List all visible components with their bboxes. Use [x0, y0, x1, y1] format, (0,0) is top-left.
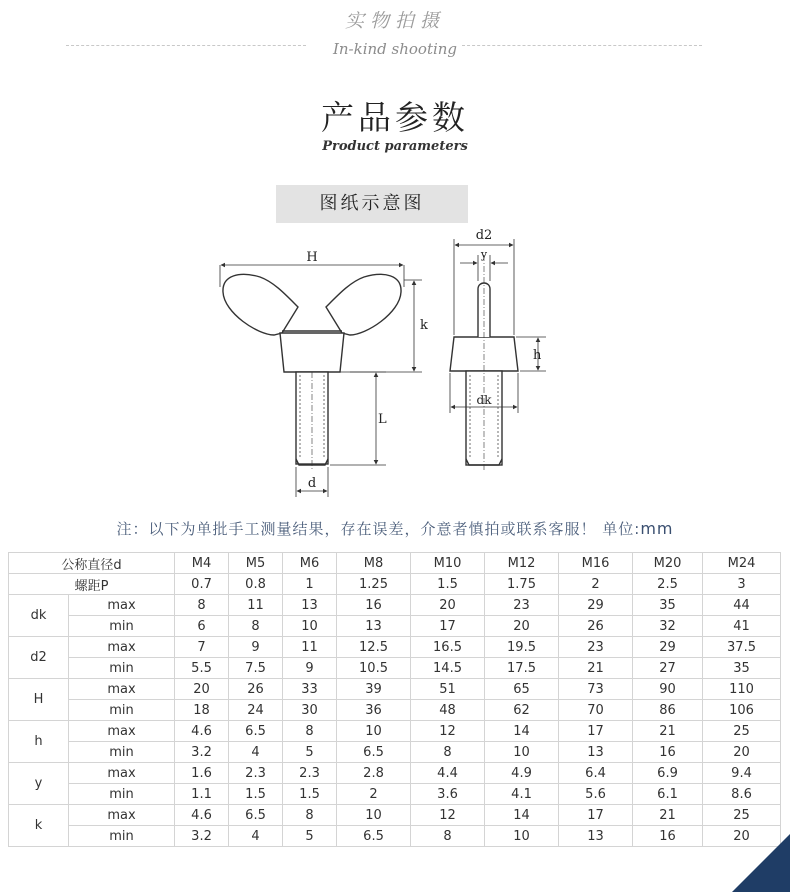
value-cell: 24 [229, 700, 283, 721]
table-row [9, 679, 781, 700]
value-cell: 73 [559, 679, 633, 700]
size-cell: M24 [703, 553, 781, 574]
pitch-cell: 2.5 [633, 574, 703, 595]
dim-label-h: h [533, 348, 542, 363]
table-row [9, 826, 781, 847]
value-cell: 8 [283, 805, 337, 826]
pitch-cell: 0.8 [229, 574, 283, 595]
value-cell: 5 [283, 826, 337, 847]
pitch-cell: 1.75 [485, 574, 559, 595]
value-cell: 4.6 [175, 721, 229, 742]
value-cell: 7.5 [229, 658, 283, 679]
pitch-cell: 1 [283, 574, 337, 595]
value-cell: 21 [633, 805, 703, 826]
value-cell: 8.6 [703, 784, 781, 805]
value-cell: 4 [229, 742, 283, 763]
value-cell: 12 [411, 721, 485, 742]
value-cell: 21 [559, 658, 633, 679]
parameter-table [8, 552, 781, 847]
dim-label-y: y [480, 248, 488, 261]
value-cell: 27 [633, 658, 703, 679]
table-row [9, 763, 781, 784]
min-label: min [69, 616, 175, 637]
dimension-name: dk [9, 595, 69, 637]
dimension-name: k [9, 805, 69, 847]
value-cell: 37.5 [703, 637, 781, 658]
value-cell: 2 [337, 784, 411, 805]
table-row [9, 721, 781, 742]
table-row [9, 805, 781, 826]
min-label: min [69, 742, 175, 763]
max-label: max [69, 595, 175, 616]
pitch-cell: 3 [703, 574, 781, 595]
value-cell: 11 [283, 637, 337, 658]
max-label: max [69, 805, 175, 826]
table-row [9, 742, 781, 763]
value-cell: 25 [703, 805, 781, 826]
value-cell: 20 [411, 595, 485, 616]
value-cell: 48 [411, 700, 485, 721]
value-cell: 106 [703, 700, 781, 721]
dim-label-L: L [378, 412, 387, 427]
value-cell: 4 [229, 826, 283, 847]
value-cell: 26 [559, 616, 633, 637]
value-cell: 6 [175, 616, 229, 637]
max-label: max [69, 763, 175, 784]
value-cell: 41 [703, 616, 781, 637]
value-cell: 6.5 [229, 721, 283, 742]
value-cell: 14 [485, 805, 559, 826]
table-row [9, 784, 781, 805]
value-cell: 10 [485, 826, 559, 847]
min-label: min [69, 700, 175, 721]
value-cell: 90 [633, 679, 703, 700]
value-cell: 17 [411, 616, 485, 637]
table-row [9, 595, 781, 616]
value-cell: 1.6 [175, 763, 229, 784]
dimension-name: h [9, 721, 69, 763]
value-cell: 35 [703, 658, 781, 679]
value-cell: 23 [485, 595, 559, 616]
side-view [450, 255, 518, 470]
value-cell: 36 [337, 700, 411, 721]
value-cell: 20 [485, 616, 559, 637]
table-row-pitch [9, 574, 781, 595]
dim-label-dk: dk [476, 393, 492, 407]
corner-decoration [732, 834, 790, 892]
value-cell: 44 [703, 595, 781, 616]
value-cell: 2.8 [337, 763, 411, 784]
pitch-cell: 1.5 [411, 574, 485, 595]
value-cell: 1.5 [283, 784, 337, 805]
value-cell: 10 [283, 616, 337, 637]
value-cell: 16 [633, 826, 703, 847]
value-cell: 86 [633, 700, 703, 721]
size-cell: M20 [633, 553, 703, 574]
value-cell: 8 [411, 742, 485, 763]
size-cell: M5 [229, 553, 283, 574]
value-cell: 1.1 [175, 784, 229, 805]
dimension-name: d2 [9, 637, 69, 679]
section-subtitle: Product parameters [322, 139, 468, 154]
value-cell: 8 [175, 595, 229, 616]
value-cell: 6.5 [337, 742, 411, 763]
value-cell: 10 [337, 721, 411, 742]
value-cell: 9 [283, 658, 337, 679]
value-cell: 20 [703, 826, 781, 847]
size-cell: M8 [337, 553, 411, 574]
value-cell: 4.1 [485, 784, 559, 805]
value-cell: 29 [633, 637, 703, 658]
value-cell: 17.5 [485, 658, 559, 679]
max-label: max [69, 679, 175, 700]
value-cell: 51 [411, 679, 485, 700]
size-cell: M10 [411, 553, 485, 574]
max-label: max [69, 637, 175, 658]
value-cell: 4.9 [485, 763, 559, 784]
value-cell: 13 [559, 742, 633, 763]
size-cell: M6 [283, 553, 337, 574]
value-cell: 14 [485, 721, 559, 742]
value-cell: 3.2 [175, 826, 229, 847]
dim-label-H: H [306, 250, 318, 265]
page-header [0, 0, 790, 70]
value-cell: 10 [337, 805, 411, 826]
dim-label-d2: d2 [475, 228, 493, 243]
value-cell: 8 [411, 826, 485, 847]
unit-label: mm [640, 519, 674, 538]
table-row [9, 700, 781, 721]
pitch-header: 螺距P [9, 574, 175, 595]
value-cell: 7 [175, 637, 229, 658]
size-cell: M16 [559, 553, 633, 574]
value-cell: 110 [703, 679, 781, 700]
min-label: min [69, 826, 175, 847]
value-cell: 17 [559, 805, 633, 826]
dim-label-k: k [420, 318, 428, 333]
value-cell: 16.5 [411, 637, 485, 658]
value-cell: 6.1 [633, 784, 703, 805]
value-cell: 20 [703, 742, 781, 763]
value-cell: 21 [633, 721, 703, 742]
pitch-cell: 0.7 [175, 574, 229, 595]
value-cell: 30 [283, 700, 337, 721]
value-cell: 14.5 [411, 658, 485, 679]
measurement-note [0, 518, 790, 539]
value-cell: 6.5 [337, 826, 411, 847]
value-cell: 5.6 [559, 784, 633, 805]
value-cell: 2.3 [283, 763, 337, 784]
measurement-note-text: 注：以下为单批手工测量结果，存在误差，介意者慎拍或联系客服！ 单位: [116, 520, 641, 538]
value-cell: 6.9 [633, 763, 703, 784]
script-title-cn: 实物拍摄 [344, 10, 445, 32]
table-row [9, 616, 781, 637]
value-cell: 17 [559, 721, 633, 742]
value-cell: 20 [175, 679, 229, 700]
size-cell: M4 [175, 553, 229, 574]
table-row [9, 658, 781, 679]
value-cell: 3.6 [411, 784, 485, 805]
value-cell: 32 [633, 616, 703, 637]
value-cell: 2.3 [229, 763, 283, 784]
value-cell: 13 [283, 595, 337, 616]
value-cell: 62 [485, 700, 559, 721]
value-cell: 3.2 [175, 742, 229, 763]
pitch-cell: 2 [559, 574, 633, 595]
section-title: 产品参数 [321, 98, 469, 137]
dimension-name: y [9, 763, 69, 805]
value-cell: 6.4 [559, 763, 633, 784]
script-title-en: In-kind shooting [332, 40, 458, 58]
value-cell: 29 [559, 595, 633, 616]
dimension-name: H [9, 679, 69, 721]
value-cell: 25 [703, 721, 781, 742]
value-cell: 5.5 [175, 658, 229, 679]
max-label: max [69, 721, 175, 742]
value-cell: 6.5 [229, 805, 283, 826]
value-cell: 4.4 [411, 763, 485, 784]
value-cell: 33 [283, 679, 337, 700]
value-cell: 39 [337, 679, 411, 700]
value-cell: 8 [229, 616, 283, 637]
value-cell: 5 [283, 742, 337, 763]
value-cell: 65 [485, 679, 559, 700]
value-cell: 13 [559, 826, 633, 847]
value-cell: 35 [633, 595, 703, 616]
value-cell: 16 [633, 742, 703, 763]
dim-label-d: d [307, 476, 317, 491]
value-cell: 13 [337, 616, 411, 637]
min-label: min [69, 658, 175, 679]
value-cell: 26 [229, 679, 283, 700]
value-cell: 9.4 [703, 763, 781, 784]
value-cell: 11 [229, 595, 283, 616]
table-row [9, 637, 781, 658]
value-cell: 70 [559, 700, 633, 721]
value-cell: 18 [175, 700, 229, 721]
value-cell: 12.5 [337, 637, 411, 658]
size-cell: M12 [485, 553, 559, 574]
min-label: min [69, 784, 175, 805]
value-cell: 4.6 [175, 805, 229, 826]
value-cell: 23 [559, 637, 633, 658]
value-cell: 9 [229, 637, 283, 658]
value-cell: 10 [485, 742, 559, 763]
value-cell: 8 [283, 721, 337, 742]
value-cell: 19.5 [485, 637, 559, 658]
nominal-diameter-header: 公称直径d [9, 553, 175, 574]
drawing-label: 图纸示意图 [276, 185, 468, 223]
value-cell: 1.5 [229, 784, 283, 805]
table-row-nominal [9, 553, 781, 574]
value-cell: 10.5 [337, 658, 411, 679]
wing-nut-technical-drawing [200, 225, 560, 505]
pitch-cell: 1.25 [337, 574, 411, 595]
value-cell: 12 [411, 805, 485, 826]
value-cell: 16 [337, 595, 411, 616]
